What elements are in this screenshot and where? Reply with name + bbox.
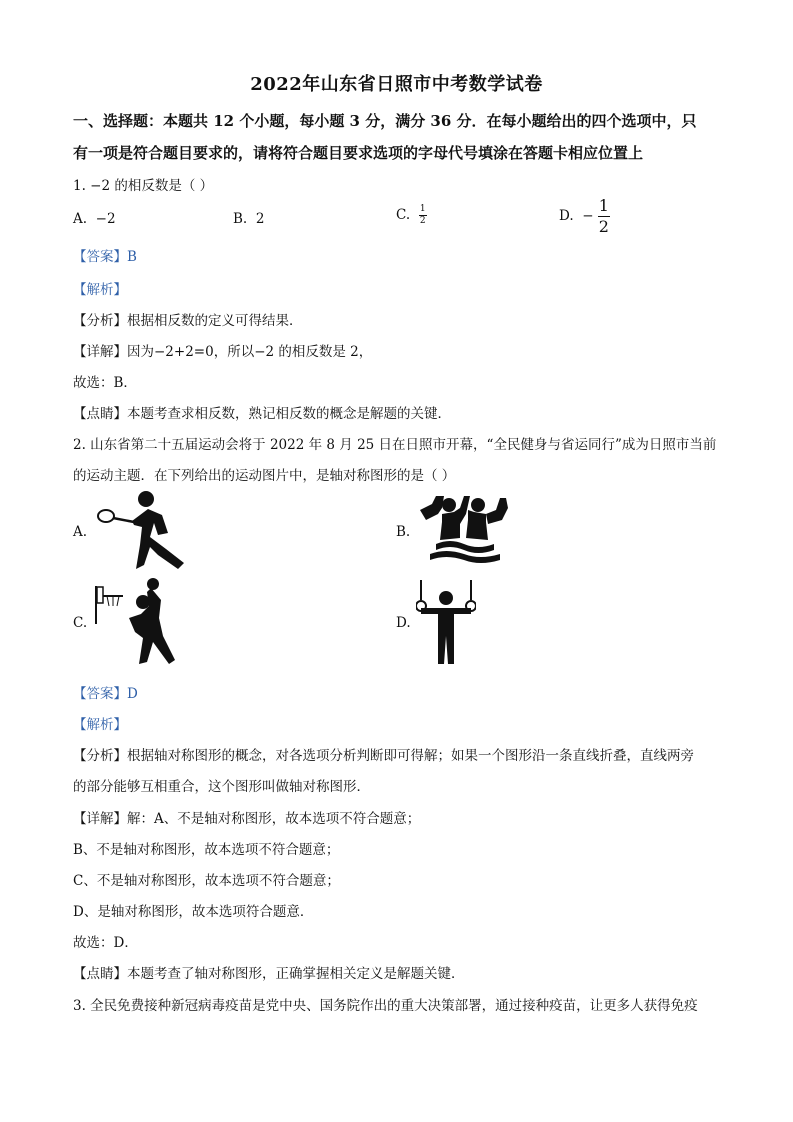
q2-xiangjie-d: D、是轴对称图形，故本选项符合题意． xyxy=(73,904,314,920)
option-label: C. xyxy=(396,207,411,223)
q2-stem-line1: 2. 山东省第二十五届运动会将于 2022 年 8 月 25 日在日照市开幕，“全民健身与省运同行”成为日照市当前 xyxy=(73,437,717,453)
q1-fenxi: 【分析】根据相反数的定义可得结果． xyxy=(73,313,303,329)
option-label: D. xyxy=(559,208,574,224)
q1-dianjing: 【点睛】本题考查求相反数，熟记相反数的概念是解题的关键． xyxy=(73,406,451,422)
q1-option-a xyxy=(73,211,116,227)
option-text: −2 xyxy=(95,211,116,227)
q2-xiangjie-b: B、不是轴对称图形，故本选项不符合题意； xyxy=(73,842,340,858)
q1-option-d xyxy=(559,198,610,235)
q2-stem-line2: 的运动主题．在下列给出的运动图片中，是轴对称图形的是（ ） xyxy=(73,468,456,484)
q2-dianjing: 【点睛】本题考查了轴对称图形，正确掌握相关定义是解题关键． xyxy=(73,966,465,982)
denominator: 2 xyxy=(419,216,426,226)
q3-stem-line1: 3. 全民免费接种新冠病毒疫苗是党中央、国务院作出的重大决策部署，通过接种疫苗，让更多人获得免疫 xyxy=(73,998,698,1014)
q2-analysis-tag: 【解析】 xyxy=(73,717,127,733)
option-label: A. xyxy=(73,211,88,227)
q2-option-b-label: B. xyxy=(396,524,411,540)
q2-option-d-label: D. xyxy=(396,615,411,631)
fraction xyxy=(598,198,610,235)
basketball-player-icon xyxy=(93,578,183,668)
q2-option-c-label: C. xyxy=(73,615,88,631)
denominator: 2 xyxy=(598,217,609,236)
section-heading-line1: 一、选择题：本题共 12 个小题，每小题 3 分，满分 36 分．在每小题给出的四个选项中，只 xyxy=(73,112,697,130)
q2-guxuan: 故选：D． xyxy=(73,935,138,951)
badminton-player-icon xyxy=(94,489,190,571)
q1-analysis-tag: 【解析】 xyxy=(73,282,127,298)
option-label: B. xyxy=(233,211,248,227)
numerator: 1 xyxy=(419,204,426,214)
q2-answer: 【答案】D xyxy=(73,686,138,702)
q2-xiangjie-a: 【详解】解：A、不是轴对称图形，故本选项不符合题意； xyxy=(73,811,421,827)
q1-guxuan: 故选：B． xyxy=(73,375,137,391)
page-title: 2022年山东省日照市中考数学试卷 xyxy=(250,74,543,95)
section-heading-line2: 有一项是符合题目要求的，请将符合题目要求选项的字母代号填涂在答题卡相应位置上 xyxy=(73,144,644,162)
q2-option-a-label: A. xyxy=(73,524,88,540)
q1-option-b xyxy=(233,211,264,227)
gymnast-rings-icon xyxy=(416,580,476,666)
minus-sign: − xyxy=(582,208,594,224)
q2-fenxi-line1: 【分析】根据轴对称图形的概念，对各选项分析判断即可得解；如果一个图形沿一条直线折叠，直线两旁 xyxy=(73,748,694,764)
option-text: 2 xyxy=(255,211,265,227)
synchronized-swimmers-icon xyxy=(416,490,512,566)
numerator: 1 xyxy=(598,196,609,215)
q1-option-c xyxy=(396,205,427,226)
fraction xyxy=(419,205,427,226)
q2-xiangjie-c: C、不是轴对称图形，故本选项不符合题意； xyxy=(73,873,340,889)
q1-answer: 【答案】B xyxy=(73,249,137,265)
q1-stem: 1. −2 的相反数是（ ） xyxy=(73,178,214,194)
q1-xiangjie: 【详解】因为−2+2=0，所以−2 的相反数是 2， xyxy=(73,344,373,360)
q2-fenxi-line2: 的部分能够互相重合，这个图形叫做轴对称图形． xyxy=(73,779,370,795)
